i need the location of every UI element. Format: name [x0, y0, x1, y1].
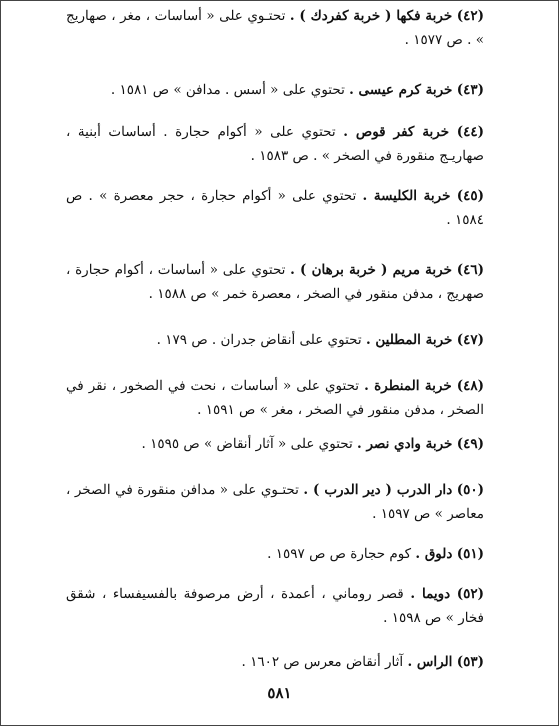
entry-name: خربة فكها ( خربة كفردك ) .	[289, 8, 453, 24]
entry-number: (٤٩)	[456, 436, 484, 452]
entry-name: دويما .	[410, 586, 451, 602]
entry-46	[66, 258, 484, 306]
entry-name: الراس .	[407, 654, 453, 670]
entry-number: (٤٧)	[456, 332, 484, 348]
page-number: ٥٨١	[267, 684, 292, 702]
entry-name: دلوق .	[415, 546, 453, 562]
entry-name: خربة المطلين .	[365, 332, 453, 348]
entry-text: تحتوي على « آثار أنقاض » ص ١٥٩٥ .	[141, 436, 353, 452]
entry-text: آثار أنقاض معرس ص ١٦٠٢ .	[241, 654, 404, 670]
entry-number: (٤٣)	[456, 82, 484, 98]
entry-52	[66, 582, 484, 630]
entry-number: (٥٣)	[456, 654, 484, 670]
entry-44	[66, 120, 484, 168]
entry-49	[66, 432, 484, 456]
entry-text: تحتوي على « أكوام حجارة ، حجر معصرة » . ص ١٥٨٤ .	[66, 188, 484, 228]
entry-45	[66, 184, 484, 232]
entry-50	[66, 478, 484, 526]
entry-number: (٥٢)	[456, 586, 485, 602]
entry-text: تحتوي على « أسس . مدافن » ص ١٥٨١ .	[110, 82, 345, 98]
entry-text: تحتـوي على « مدافن منقورة في الصخر ، معاصر » ص ١٥٩٧ .	[66, 482, 484, 522]
entry-text: تحتوي على « أساسات ، أكوام حجارة ، صهريج ، مدفن منقور في الصخر ، معصرة خمر » ص ١٥٨٨ .	[66, 262, 484, 302]
entry-47	[66, 328, 484, 352]
entry-number: (٤٢)	[456, 8, 484, 24]
entry-name: دار الدرب ( دير الدرب ) .	[303, 482, 453, 498]
entry-number: (٤٨)	[456, 378, 484, 394]
entry-name: خربة كفر قوص .	[343, 124, 450, 140]
entry-51	[66, 542, 484, 566]
entry-text: تحتوي على « أساسات ، نحت في الصخور ، نقر في الصخر ، مدفن منقور في الصخر ، مغر » ص ١٥٩١ .	[66, 378, 484, 418]
entry-text: قصر روماني ، أعمدة ، أرض مرصوفة بالفسيفساء ، شقق فخار » ص ١٥٩٨ .	[66, 586, 484, 626]
entry-text: تحتوي على « أكوام حجارة . أساسات أبنية ، صهاريـج منقورة في الصخر » . ص ١٥٨٣ .	[66, 124, 484, 164]
entry-number: (٤٤)	[456, 124, 484, 140]
entry-name: خربة المنطرة .	[364, 378, 452, 394]
entry-42	[66, 4, 484, 52]
entry-name: خربة الكليسة .	[362, 188, 451, 204]
entry-number: (٤٥)	[456, 188, 484, 204]
entry-name: خربة مريم ( خربة برهان ) .	[290, 262, 452, 278]
entry-43	[66, 78, 484, 102]
entry-name: خربة كرم عيسى .	[349, 82, 453, 98]
entry-text: كوم حجارة ص ص ١٥٩٧ .	[267, 546, 412, 562]
entry-number: (٥٠)	[456, 482, 485, 498]
entry-name: خربة وادي نصر .	[357, 436, 453, 452]
entry-text: تحتـوي على « أساسات ، مغر ، صهاريج » . ص ١٥٧٧ .	[66, 8, 484, 48]
entry-number: (٥١)	[456, 546, 484, 562]
entry-text: تحتوي على أنقاض جدران . ص ١٧٩ .	[156, 332, 362, 348]
entry-53	[66, 650, 484, 674]
entry-number: (٤٦)	[456, 262, 484, 278]
entry-48	[66, 374, 484, 422]
